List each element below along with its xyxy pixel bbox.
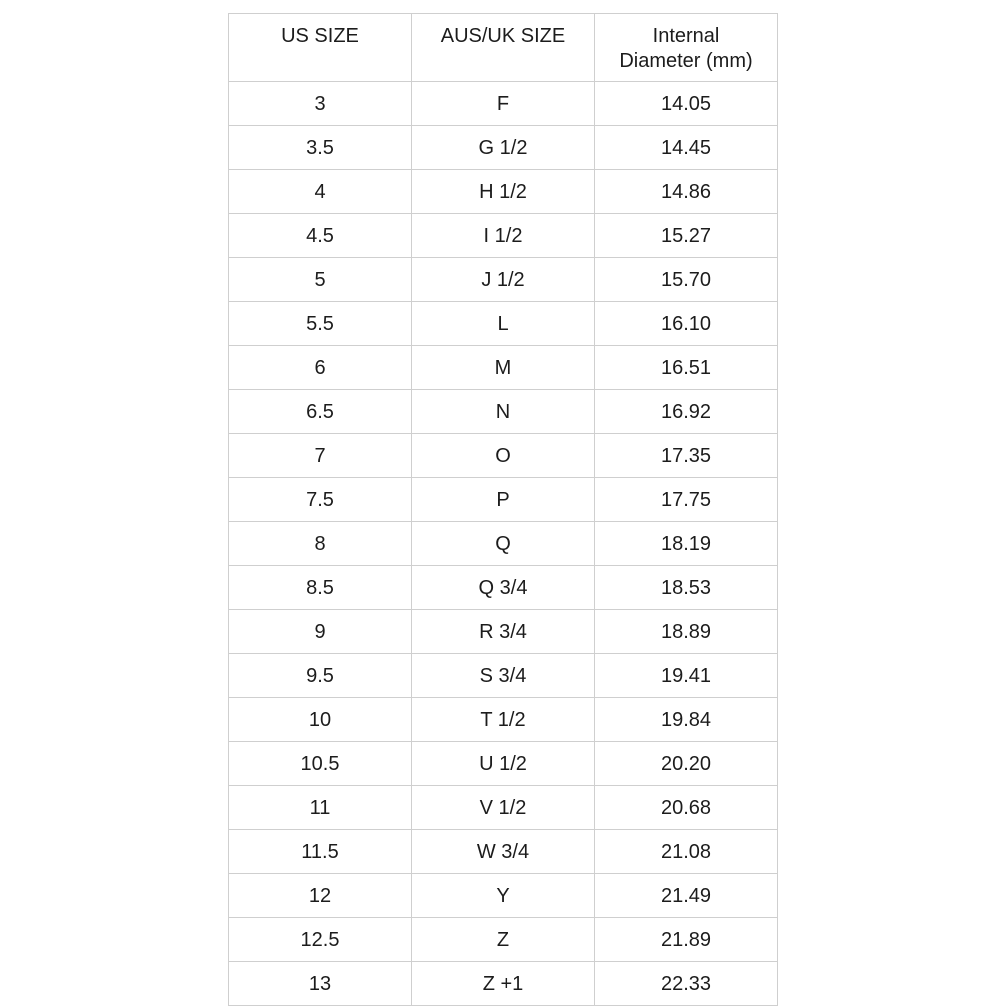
aus-uk-size-cell: Z +1	[412, 962, 595, 1006]
table-row	[229, 170, 778, 214]
internal-diameter-cell: 16.51	[595, 346, 778, 390]
aus-uk-size-cell: T 1/2	[412, 698, 595, 742]
table-row	[229, 82, 778, 126]
internal-diameter-cell: 18.53	[595, 566, 778, 610]
us-size-cell: 8	[229, 522, 412, 566]
internal-diameter-cell: 14.86	[595, 170, 778, 214]
internal-diameter-header	[595, 14, 778, 82]
us-size-cell: 9.5	[229, 654, 412, 698]
internal-diameter-cell: 19.84	[595, 698, 778, 742]
us-size-cell: 12	[229, 874, 412, 918]
table-header	[229, 14, 778, 82]
us-size-cell: 6	[229, 346, 412, 390]
internal-diameter-cell: 21.89	[595, 918, 778, 962]
internal-diameter-cell: 15.70	[595, 258, 778, 302]
internal-diameter-cell: 20.68	[595, 786, 778, 830]
aus-uk-size-cell: Y	[412, 874, 595, 918]
aus-uk-size-cell: Z	[412, 918, 595, 962]
aus-uk-size-cell: P	[412, 478, 595, 522]
table-row	[229, 126, 778, 170]
internal-diameter-cell: 20.20	[595, 742, 778, 786]
aus-uk-size-cell: F	[412, 82, 595, 126]
aus-uk-size-cell: U 1/2	[412, 742, 595, 786]
us-size-cell: 12.5	[229, 918, 412, 962]
table-row	[229, 390, 778, 434]
ring-size-table	[228, 13, 778, 1006]
table-row	[229, 302, 778, 346]
internal-diameter-cell: 17.75	[595, 478, 778, 522]
internal-diameter-cell: 15.27	[595, 214, 778, 258]
aus-uk-size-cell: Q 3/4	[412, 566, 595, 610]
table-row	[229, 434, 778, 478]
us-size-cell: 8.5	[229, 566, 412, 610]
us-size-cell: 4	[229, 170, 412, 214]
table-row	[229, 478, 778, 522]
us-size-cell: 7.5	[229, 478, 412, 522]
internal-diameter-cell: 22.33	[595, 962, 778, 1006]
internal-diameter-cell: 19.41	[595, 654, 778, 698]
table-row	[229, 962, 778, 1006]
us-size-cell: 10.5	[229, 742, 412, 786]
table-row	[229, 786, 778, 830]
us-size-cell: 9	[229, 610, 412, 654]
header-row	[229, 14, 778, 82]
aus-uk-size-cell: J 1/2	[412, 258, 595, 302]
internal-diameter-cell: 18.89	[595, 610, 778, 654]
us-size-cell: 7	[229, 434, 412, 478]
aus-uk-size-cell: L	[412, 302, 595, 346]
aus-uk-size-cell: M	[412, 346, 595, 390]
table-row	[229, 742, 778, 786]
table-row	[229, 610, 778, 654]
internal-diameter-cell: 16.10	[595, 302, 778, 346]
us-size-cell: 4.5	[229, 214, 412, 258]
table-row	[229, 874, 778, 918]
table-row	[229, 918, 778, 962]
table-row	[229, 566, 778, 610]
table-row	[229, 698, 778, 742]
us-size-cell: 5.5	[229, 302, 412, 346]
internal-diameter-cell: 18.19	[595, 522, 778, 566]
table-row	[229, 346, 778, 390]
aus-uk-size-cell: I 1/2	[412, 214, 595, 258]
us-size-cell: 10	[229, 698, 412, 742]
us-size-cell: 11.5	[229, 830, 412, 874]
aus-uk-size-cell: H 1/2	[412, 170, 595, 214]
us-size-header: US SIZE	[229, 14, 412, 82]
us-size-cell: 13	[229, 962, 412, 1006]
internal-diameter-cell: 21.08	[595, 830, 778, 874]
table-body	[229, 82, 778, 1006]
us-size-cell: 3	[229, 82, 412, 126]
us-size-cell: 6.5	[229, 390, 412, 434]
aus-uk-size-cell: Q	[412, 522, 595, 566]
table-row	[229, 214, 778, 258]
internal-diameter-cell: 14.05	[595, 82, 778, 126]
aus-uk-size-cell: R 3/4	[412, 610, 595, 654]
table-row	[229, 522, 778, 566]
us-size-cell: 11	[229, 786, 412, 830]
internal-diameter-header-line2: Diameter (mm)	[619, 50, 753, 72]
aus-uk-size-cell: O	[412, 434, 595, 478]
internal-diameter-cell: 16.92	[595, 390, 778, 434]
table-row	[229, 258, 778, 302]
us-size-cell: 5	[229, 258, 412, 302]
internal-diameter-cell: 14.45	[595, 126, 778, 170]
aus-uk-size-cell: V 1/2	[412, 786, 595, 830]
aus-uk-size-header: AUS/UK SIZE	[412, 14, 595, 82]
internal-diameter-cell: 17.35	[595, 434, 778, 478]
aus-uk-size-cell: G 1/2	[412, 126, 595, 170]
internal-diameter-header-line1: Internal	[652, 25, 720, 47]
us-size-cell: 3.5	[229, 126, 412, 170]
aus-uk-size-cell: W 3/4	[412, 830, 595, 874]
table-row	[229, 830, 778, 874]
table-row	[229, 654, 778, 698]
aus-uk-size-cell: S 3/4	[412, 654, 595, 698]
aus-uk-size-cell: N	[412, 390, 595, 434]
internal-diameter-cell: 21.49	[595, 874, 778, 918]
